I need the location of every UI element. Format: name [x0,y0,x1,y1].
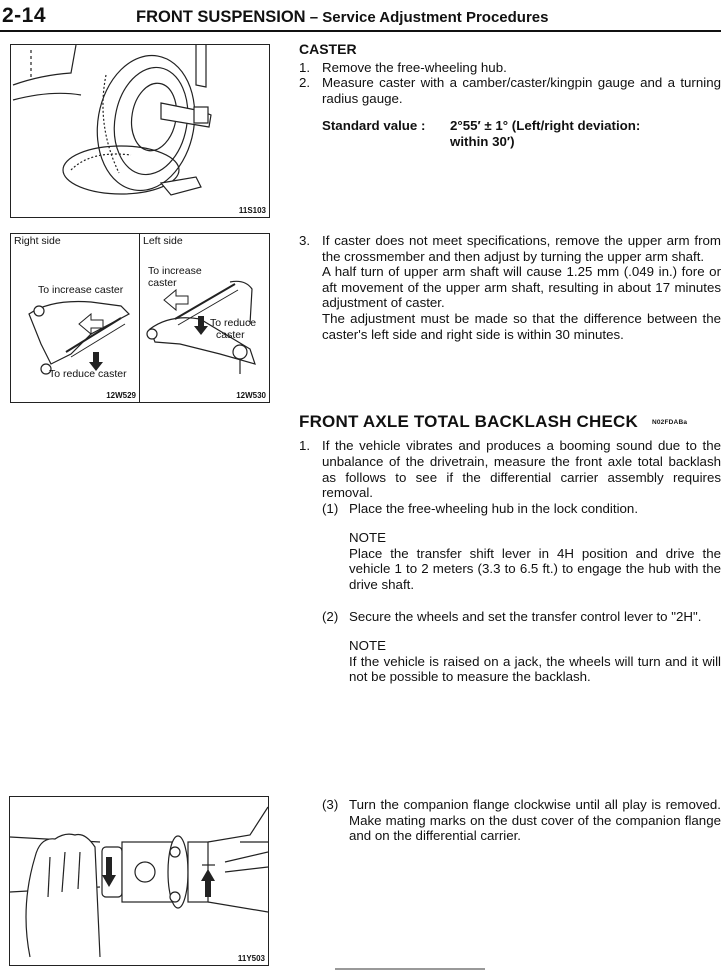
bottom-rule [335,968,485,970]
backlash-sub-step-1 [322,501,721,517]
step-text: Measure caster with a camber/caster/kingpin gauge and a turning radius gauge. [322,75,721,106]
figure-companion-flange [9,796,269,966]
note-text: If the vehicle is raised on a jack, the wheels will turn and it will not be possible to measure the backlash. [349,653,721,685]
note-text: Place the transfer shift lever in 4H position and drive the vehicle 1 to 2 meters (3.3 to 6.5 ft.) to engage the hub with the drive shaft. [349,545,721,593]
backlash-section [299,414,721,685]
figure-code: 12W530 [236,391,266,400]
note-label: NOTE [349,638,386,654]
sub-step-text: Turn the companion flange clockwise until all play is removed. Make mating marks on the dust cover of the companion flange and on the differential carrier. [349,797,721,844]
backlash-sub-step-3 [322,797,721,844]
figure-code: 12W529 [106,391,136,400]
panel-title: Right side [14,235,61,247]
caster-step-2 [299,75,721,106]
reduce-caster-label-line1: To reduce [210,317,257,329]
section-title: FRONT SUSPENSION [136,8,306,26]
sub-step-number: (1) [322,500,339,516]
increase-caster-label: To increase caster [38,284,124,296]
standard-value [322,118,682,149]
page-number: 2-14 [2,4,47,27]
figure-code: 11Y503 [237,954,265,963]
section-subtitle: – Service Adjustment Procedures [305,9,549,26]
panel-title: Left side [143,235,183,247]
step-text: Remove the free-wheeling hub. [322,59,507,75]
backlash-sub-step-2 [322,609,721,625]
caster-step-3 [299,233,721,342]
reduce-caster-label: To reduce caster [49,368,127,380]
sub-step-number: (2) [322,608,339,624]
figure-code: 11S103 [238,206,266,215]
figure-upper-arm-right [10,233,140,403]
step-3-paragraph-3: The adjustment must be made so that the difference between the caster's left side and right side is within 30 minutes. [322,310,721,342]
figure-caster-gauge [10,44,270,218]
sub-step-number: (3) [322,797,339,812]
caster-step-1 [299,60,721,76]
page-title [136,8,548,27]
sub-step-text: Secure the wheels and set the transfer control lever to "2H". [349,608,702,624]
increase-caster-label-line1: To increase [148,265,202,277]
note-1 [349,530,721,592]
note-2 [349,638,721,685]
reduce-caster-label-line2: caster [216,329,245,341]
caster-heading: CASTER [299,41,357,57]
step-3-paragraph-1: If caster does not meet specifications, remove the upper arm from the crossmember and then adjust by turning the upper arm shaft. [322,233,721,264]
caster-step-3-block [299,233,721,342]
increase-caster-label-line2: caster [148,277,177,289]
backlash-heading-text: FRONT AXLE TOTAL BACKLASH CHECK [299,412,638,431]
backlash-sub-step-3-block [299,797,721,844]
step-number: 3. [299,233,311,248]
backlash-heading [299,414,721,430]
standard-value-text: 2°55′ ± 1° (Left/right deviation: within 30′) [450,118,641,149]
section-code: N02FDABa [651,418,688,426]
sub-step-text: Place the free-wheeling hub in the lock condition. [349,500,639,516]
step-number: 1. [299,59,311,75]
note-label: NOTE [349,530,386,546]
step-3-paragraph-2: A half turn of upper arm shaft will cause 1.25 mm (.049 in.) fore or aft movement of the upper arm shaft, resulting in about 17 minutes adjustment of caster. [322,264,721,311]
step-text: If the vehicle vibrates and produces a booming sound due to the unbalance of the drivetrain, measure the front axle total backlash as follows to see if the differential carrier assembly requires removal. [322,438,721,501]
figure-upper-arm-left [139,233,270,403]
step-number: 1. [299,438,311,454]
page-header [0,0,721,32]
step-number: 2. [299,75,311,91]
companion-flange-illustration [10,797,268,965]
standard-value-label: Standard value : [322,118,426,134]
caster-gauge-illustration [11,45,269,217]
backlash-step-1 [299,438,721,500]
caster-section [299,42,721,150]
